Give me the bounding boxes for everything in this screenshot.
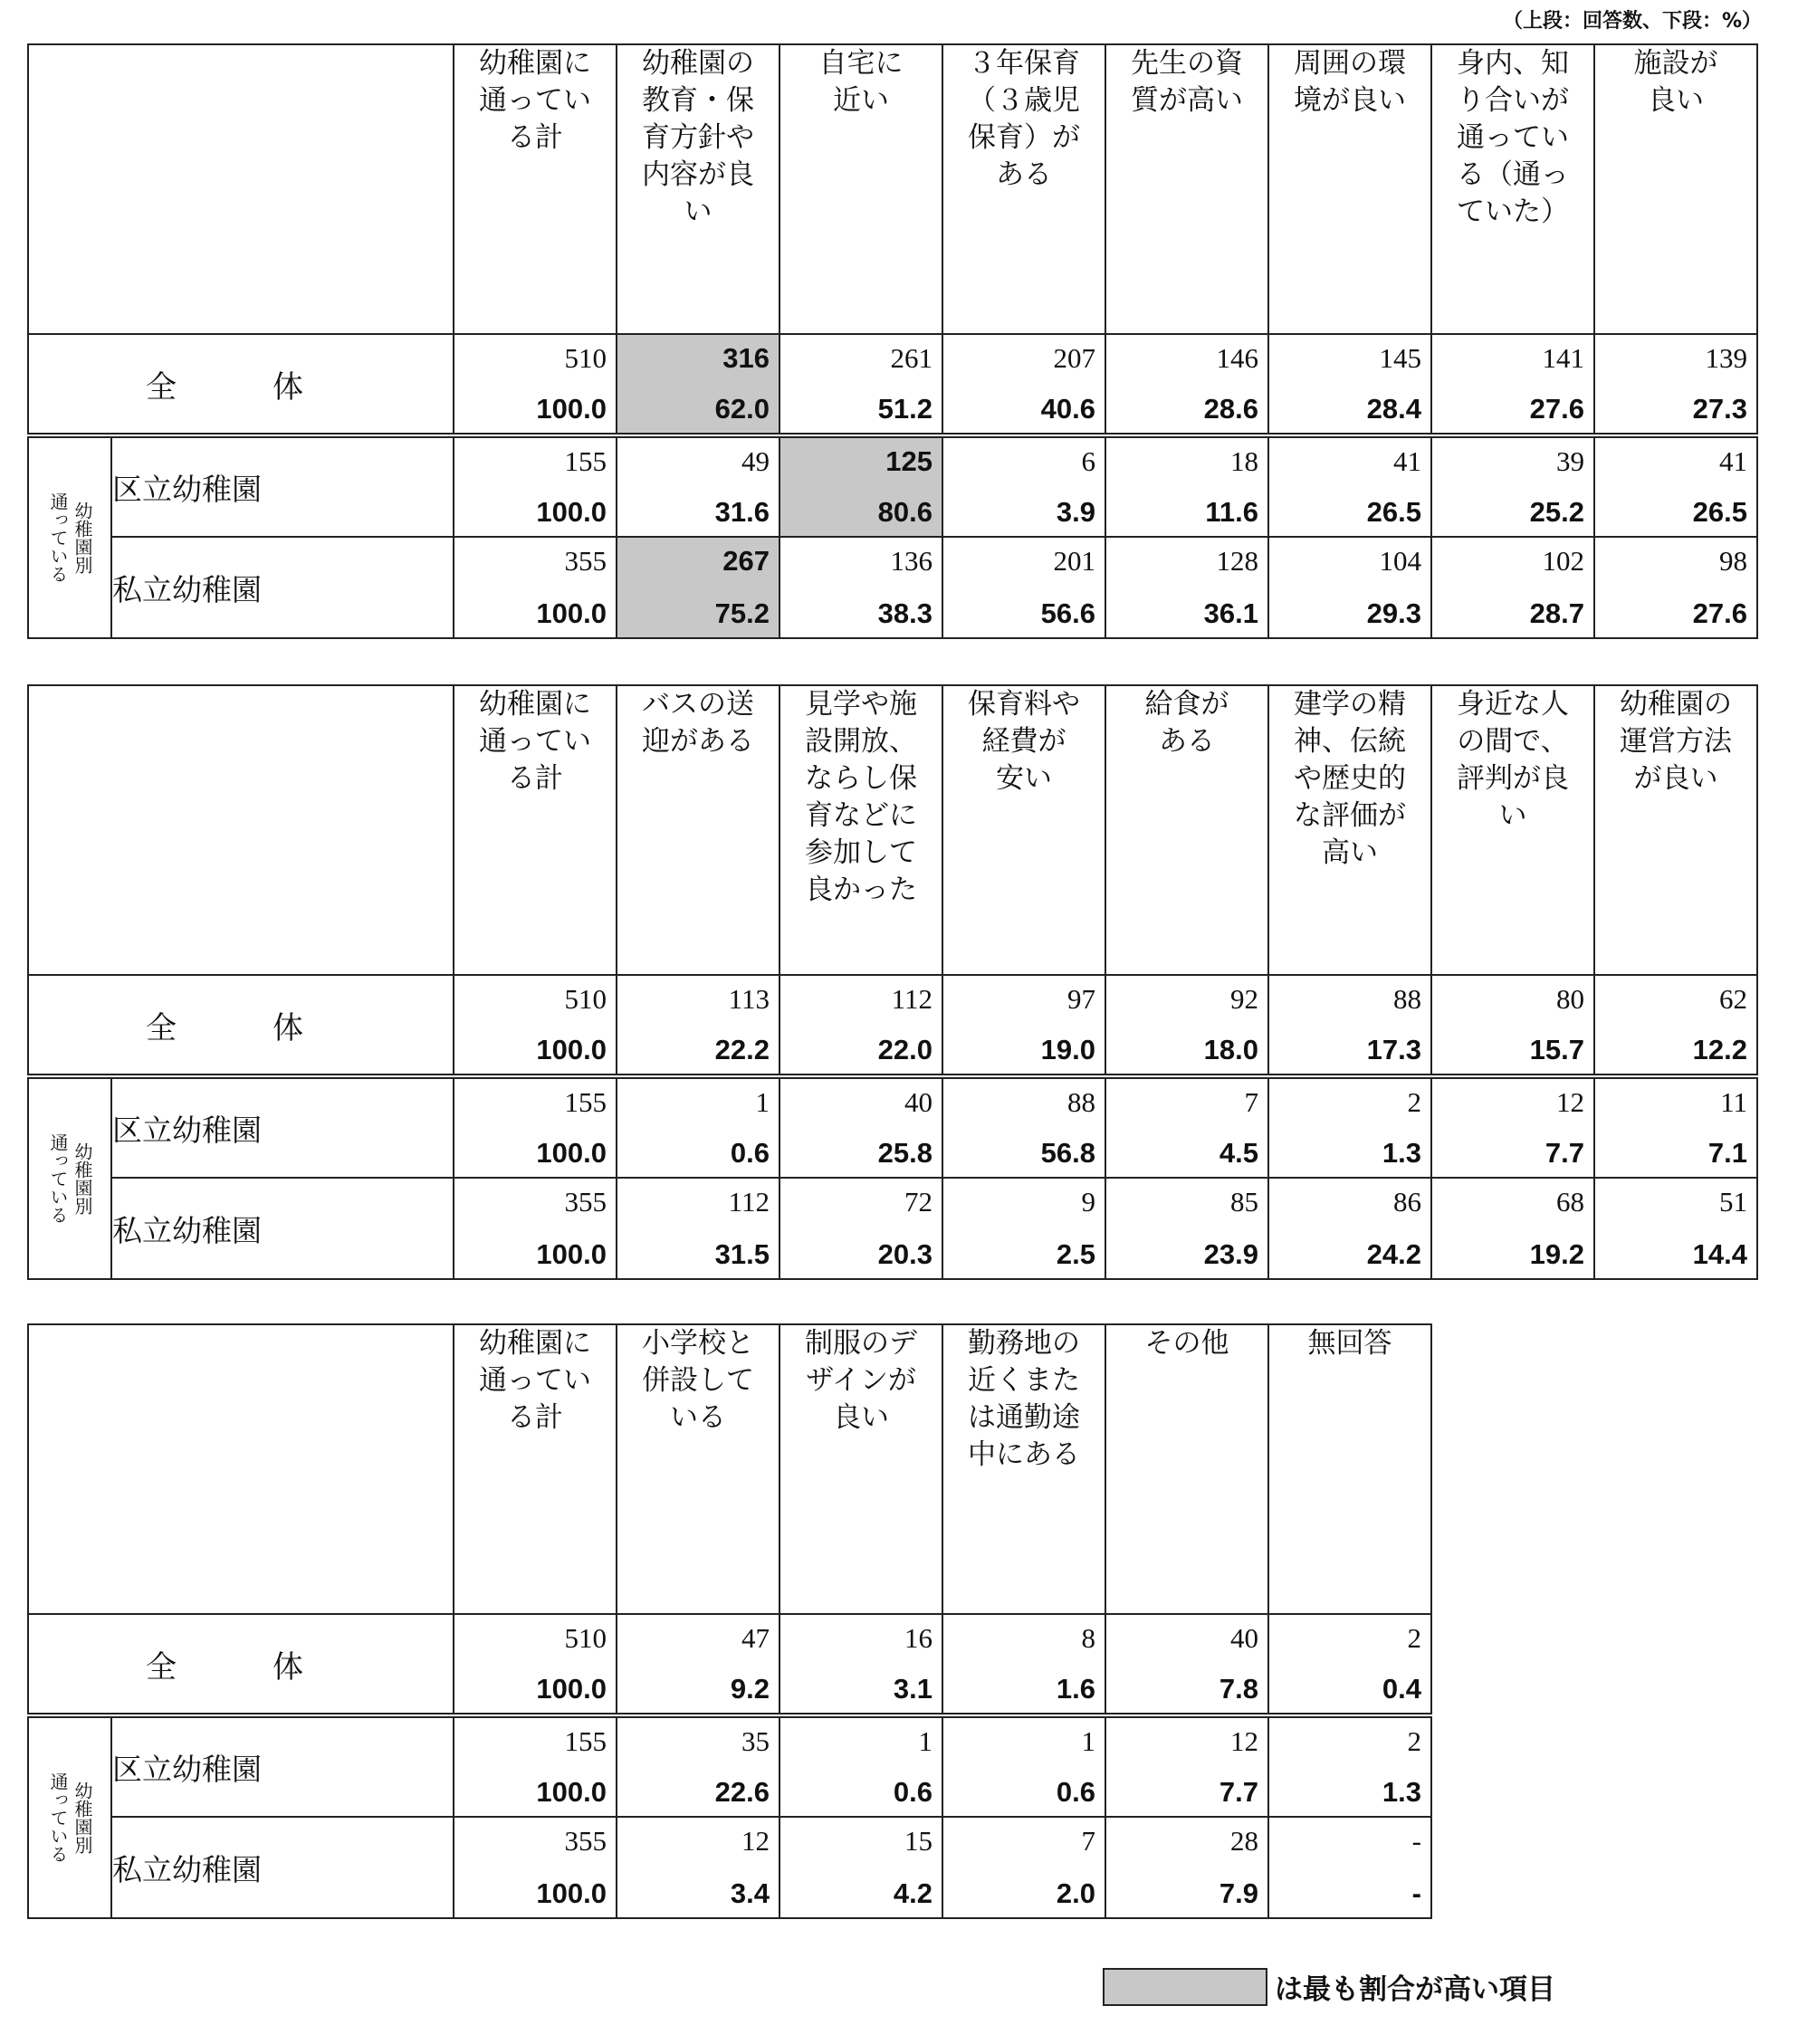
count-value: 1 xyxy=(1081,1725,1095,1757)
count-value: 18 xyxy=(1230,445,1258,477)
count-value: 510 xyxy=(564,1622,607,1654)
percent-value: 7.9 xyxy=(1219,1877,1258,1909)
count-value: 8 xyxy=(1081,1622,1095,1654)
percent-value: 18.0 xyxy=(1203,1034,1258,1065)
count-value: 80 xyxy=(1556,983,1584,1015)
count-value: 11 xyxy=(1720,1086,1747,1118)
legend xyxy=(1103,1966,1555,2007)
percent-value: 19.0 xyxy=(1040,1034,1095,1065)
percent-value: 4.5 xyxy=(1219,1137,1258,1169)
count-value: 2 xyxy=(1407,1725,1421,1757)
table-row-ward xyxy=(28,435,1757,537)
corner-cell xyxy=(28,1324,454,1614)
data-cell xyxy=(454,1076,617,1178)
count-value: 267 xyxy=(722,545,770,577)
data-cell xyxy=(454,1178,617,1279)
percent-value: 80.6 xyxy=(877,496,932,528)
column-header: 周囲の環 境が良い xyxy=(1268,44,1431,334)
group-label-line: 幼稚園別 xyxy=(72,1142,93,1215)
count-value: 92 xyxy=(1230,983,1258,1015)
row-label-total: 全 体 xyxy=(28,334,454,435)
data-cell xyxy=(1105,975,1268,1076)
count-value: 85 xyxy=(1230,1186,1258,1218)
percent-value: 0.4 xyxy=(1382,1673,1421,1705)
percent-value: 36.1 xyxy=(1203,597,1258,629)
data-cell xyxy=(1431,537,1594,638)
count-value: 510 xyxy=(564,342,607,374)
count-value: 261 xyxy=(890,342,932,374)
data-cell xyxy=(942,537,1105,638)
count-value: 28 xyxy=(1230,1825,1258,1857)
count-value: 125 xyxy=(885,445,932,477)
table-row-private xyxy=(28,1817,1431,1918)
column-header: ３年保育 （３歳児 保育）が ある xyxy=(942,44,1105,334)
column-header: 身近な人 の間で、 評判が良 い xyxy=(1431,685,1594,975)
data-cell xyxy=(779,1076,942,1178)
group-label-line: 幼稚園別 xyxy=(72,501,93,574)
data-cell xyxy=(1268,435,1431,537)
percent-value: 4.2 xyxy=(893,1877,932,1909)
data-cell xyxy=(1268,1715,1431,1817)
table-row-private xyxy=(28,537,1757,638)
data-cell xyxy=(1594,537,1757,638)
count-value: 97 xyxy=(1067,983,1095,1015)
count-value: 40 xyxy=(904,1086,932,1118)
count-value: 112 xyxy=(728,1186,770,1218)
percent-value: 100.0 xyxy=(536,1137,607,1169)
table-row-total xyxy=(28,1614,1431,1715)
percent-value: 14.4 xyxy=(1692,1238,1747,1270)
table-row-ward xyxy=(28,1076,1757,1178)
percent-value: 3.4 xyxy=(730,1877,770,1909)
data-cell xyxy=(454,435,617,537)
data-cell xyxy=(1268,1178,1431,1279)
count-value: 2 xyxy=(1407,1086,1421,1118)
data-cell xyxy=(617,334,779,435)
percent-value: 1.3 xyxy=(1382,1137,1421,1169)
percent-value: 26.5 xyxy=(1366,496,1421,528)
count-value: 141 xyxy=(1542,342,1584,374)
percent-value: 56.6 xyxy=(1040,597,1095,629)
count-value: 104 xyxy=(1379,545,1421,577)
percent-value: 1.3 xyxy=(1382,1776,1421,1808)
count-value: 88 xyxy=(1393,983,1421,1015)
count-value: 355 xyxy=(564,545,607,577)
count-value: 9 xyxy=(1081,1186,1095,1218)
data-cell xyxy=(1431,1076,1594,1178)
row-label-ward: 区立幼稚園 xyxy=(111,1715,454,1817)
data-cell xyxy=(454,537,617,638)
column-header: 制服のデ ザインが 良い xyxy=(779,1324,942,1614)
percent-value: 11.6 xyxy=(1205,496,1258,528)
percent-value: 100.0 xyxy=(536,1776,607,1808)
percent-value: 0.6 xyxy=(1056,1776,1095,1808)
percent-value: 24.2 xyxy=(1366,1238,1421,1270)
column-header: 無回答 xyxy=(1268,1324,1431,1614)
data-cell xyxy=(1105,1178,1268,1279)
count-value: 155 xyxy=(564,1086,607,1118)
count-value: 136 xyxy=(890,545,932,577)
count-value: 68 xyxy=(1556,1186,1584,1218)
column-header: 施設が 良い xyxy=(1594,44,1757,334)
legend-text: は最も割合が高い項目 xyxy=(1275,1973,1555,2006)
count-value: 155 xyxy=(564,1725,607,1757)
data-cell xyxy=(1105,1715,1268,1817)
row-label-total: 全 体 xyxy=(28,1614,454,1715)
count-value: 39 xyxy=(1556,445,1584,477)
data-cell xyxy=(779,435,942,537)
data-cell xyxy=(1431,975,1594,1076)
percent-value: 100.0 xyxy=(536,597,607,629)
percent-value: 27.6 xyxy=(1529,393,1584,425)
data-cell xyxy=(779,1178,942,1279)
count-value: 72 xyxy=(904,1186,932,1218)
data-cell xyxy=(1431,435,1594,537)
count-value: 15 xyxy=(904,1825,932,1857)
count-value: 355 xyxy=(564,1186,607,1218)
group-label-line: 通っている xyxy=(47,1133,69,1224)
count-value: 2 xyxy=(1407,1622,1421,1654)
data-cell xyxy=(942,1614,1105,1715)
count-value: 355 xyxy=(564,1825,607,1857)
percent-value: 2.5 xyxy=(1056,1238,1095,1270)
data-cell xyxy=(617,537,779,638)
group-label-line: 通っている xyxy=(47,492,69,583)
percent-value: 100.0 xyxy=(536,1673,607,1705)
percent-value: 100.0 xyxy=(536,1877,607,1909)
count-value: 6 xyxy=(1081,445,1095,477)
count-value: 7 xyxy=(1081,1825,1095,1857)
count-value: 16 xyxy=(904,1622,932,1654)
data-cell xyxy=(617,975,779,1076)
count-value: 35 xyxy=(741,1725,770,1757)
percent-value: 0.6 xyxy=(893,1776,932,1808)
data-cell xyxy=(779,975,942,1076)
percent-value: 28.7 xyxy=(1529,597,1584,629)
row-label-total: 全 体 xyxy=(28,975,454,1076)
row-label-ward: 区立幼稚園 xyxy=(111,1076,454,1178)
data-cell xyxy=(1268,1076,1431,1178)
count-value: - xyxy=(1411,1825,1421,1857)
percent-value: 7.8 xyxy=(1219,1673,1258,1705)
count-value: 12 xyxy=(741,1825,770,1857)
data-cell xyxy=(1105,537,1268,638)
count-value: 510 xyxy=(564,983,607,1015)
table-row-total xyxy=(28,975,1757,1076)
percent-value: 100.0 xyxy=(536,1034,607,1065)
table-row-ward xyxy=(28,1715,1431,1817)
table-row-private xyxy=(28,1178,1757,1279)
percent-value: 28.4 xyxy=(1366,393,1421,425)
count-value: 12 xyxy=(1556,1086,1584,1118)
percent-value: 7.1 xyxy=(1707,1137,1747,1169)
percent-value: 26.5 xyxy=(1692,496,1747,528)
data-cell xyxy=(1105,1614,1268,1715)
data-cell xyxy=(779,1614,942,1715)
data-cell xyxy=(617,1178,779,1279)
percent-value: - xyxy=(1411,1877,1421,1909)
data-cell xyxy=(454,334,617,435)
data-cell xyxy=(1105,435,1268,537)
percent-value: 7.7 xyxy=(1219,1776,1258,1808)
count-value: 113 xyxy=(728,983,770,1015)
column-header: その他 xyxy=(1105,1324,1268,1614)
row-label-private: 私立幼稚園 xyxy=(111,537,454,638)
group-label-line: 幼稚園別 xyxy=(72,1781,93,1854)
percent-value: 22.0 xyxy=(877,1034,932,1065)
column-header: 勤務地の 近くまた は通勤途 中にある xyxy=(942,1324,1105,1614)
percent-value: 22.6 xyxy=(714,1776,770,1808)
percent-value: 27.3 xyxy=(1692,393,1747,425)
percent-value: 1.6 xyxy=(1056,1673,1095,1705)
header-row xyxy=(28,44,1757,334)
data-cell xyxy=(454,1715,617,1817)
column-header: 先生の資 質が高い xyxy=(1105,44,1268,334)
data-cell xyxy=(779,537,942,638)
data-cell xyxy=(1268,975,1431,1076)
percent-value: 22.2 xyxy=(714,1034,770,1065)
survey-table-2 xyxy=(27,684,1758,1280)
data-cell xyxy=(1594,334,1757,435)
data-cell xyxy=(1594,435,1757,537)
percent-value: 25.8 xyxy=(877,1137,932,1169)
percent-value: 27.6 xyxy=(1692,597,1747,629)
data-cell xyxy=(942,435,1105,537)
data-cell xyxy=(1594,1178,1757,1279)
column-header: 建学の精 神、伝統 や歴史的 な評価が 高い xyxy=(1268,685,1431,975)
count-value: 98 xyxy=(1719,545,1747,577)
column-header: 幼稚園の 運営方法 が良い xyxy=(1594,685,1757,975)
data-cell xyxy=(454,1817,617,1918)
corner-cell xyxy=(28,44,454,334)
percent-value: 100.0 xyxy=(536,1238,607,1270)
column-header: 幼稚園に 通ってい る計 xyxy=(454,44,617,334)
survey-table-1 xyxy=(27,43,1758,639)
percent-value: 20.3 xyxy=(877,1238,932,1270)
count-value: 145 xyxy=(1379,342,1421,374)
data-cell xyxy=(779,1715,942,1817)
percent-value: 56.8 xyxy=(1040,1137,1095,1169)
survey-table-3 xyxy=(27,1323,1432,1919)
row-label-private: 私立幼稚園 xyxy=(111,1178,454,1279)
percent-value: 3.1 xyxy=(893,1673,932,1705)
percent-value: 7.7 xyxy=(1545,1137,1584,1169)
count-value: 86 xyxy=(1393,1186,1421,1218)
data-cell xyxy=(617,435,779,537)
data-cell xyxy=(1431,1178,1594,1279)
percent-value: 100.0 xyxy=(536,393,607,425)
data-cell xyxy=(617,1614,779,1715)
data-cell xyxy=(1268,1614,1431,1715)
count-value: 316 xyxy=(722,342,770,374)
percent-value: 2.0 xyxy=(1056,1877,1095,1909)
count-value: 201 xyxy=(1053,545,1095,577)
data-cell xyxy=(454,975,617,1076)
group-label-line: 通っている xyxy=(47,1772,69,1863)
data-cell xyxy=(617,1817,779,1918)
percent-value: 28.6 xyxy=(1203,393,1258,425)
count-value: 1 xyxy=(755,1086,770,1118)
percent-value: 38.3 xyxy=(877,597,932,629)
row-label-ward: 区立幼稚園 xyxy=(111,435,454,537)
data-cell xyxy=(1268,1817,1431,1918)
count-value: 139 xyxy=(1705,342,1747,374)
count-value: 41 xyxy=(1393,445,1421,477)
data-cell xyxy=(1268,334,1431,435)
table-row-total xyxy=(28,334,1757,435)
data-cell xyxy=(1594,1076,1757,1178)
highlight-swatch xyxy=(1103,1968,1267,2006)
percent-value: 62.0 xyxy=(714,393,770,425)
count-value: 88 xyxy=(1067,1086,1095,1118)
data-cell xyxy=(1594,975,1757,1076)
column-header: バスの送 迎がある xyxy=(617,685,779,975)
data-cell xyxy=(1431,334,1594,435)
data-cell xyxy=(454,1614,617,1715)
data-cell xyxy=(1105,1076,1268,1178)
column-header: 幼稚園に 通ってい る計 xyxy=(454,685,617,975)
column-header: 幼稚園の 教育・保 育方針や 内容が良 い xyxy=(617,44,779,334)
count-value: 40 xyxy=(1230,1622,1258,1654)
count-value: 47 xyxy=(741,1622,770,1654)
percent-value: 12.2 xyxy=(1692,1034,1747,1065)
count-value: 12 xyxy=(1230,1725,1258,1757)
count-value: 128 xyxy=(1216,545,1258,577)
data-cell xyxy=(617,1076,779,1178)
count-value: 207 xyxy=(1053,342,1095,374)
count-value: 1 xyxy=(918,1725,932,1757)
header-row xyxy=(28,1324,1431,1614)
percent-value: 29.3 xyxy=(1366,597,1421,629)
data-cell xyxy=(1105,334,1268,435)
count-value: 7 xyxy=(1244,1086,1258,1118)
group-label xyxy=(28,435,111,638)
percent-value: 75.2 xyxy=(714,597,770,629)
header-row xyxy=(28,685,1757,975)
percent-value: 51.2 xyxy=(877,393,932,425)
percent-value: 31.6 xyxy=(714,496,770,528)
count-value: 41 xyxy=(1719,445,1747,477)
data-cell xyxy=(942,975,1105,1076)
data-cell xyxy=(779,334,942,435)
column-header: 身内、知 り合いが 通ってい る（通っ ていた） xyxy=(1431,44,1594,334)
unit-note: （上段：回答数、下段：%） xyxy=(1502,10,1762,33)
data-cell xyxy=(942,1076,1105,1178)
count-value: 49 xyxy=(741,445,770,477)
percent-value: 100.0 xyxy=(536,496,607,528)
count-value: 112 xyxy=(891,983,932,1015)
column-header: 見学や施 設開放、 ならし保 育などに 参加して 良かった xyxy=(779,685,942,975)
percent-value: 0.6 xyxy=(730,1137,770,1169)
column-header: 小学校と 併設して いる xyxy=(617,1324,779,1614)
data-cell xyxy=(942,334,1105,435)
data-cell xyxy=(942,1817,1105,1918)
percent-value: 3.9 xyxy=(1056,496,1095,528)
group-label xyxy=(28,1715,111,1918)
column-header: 幼稚園に 通ってい る計 xyxy=(454,1324,617,1614)
column-header: 保育料や 経費が 安い xyxy=(942,685,1105,975)
data-cell xyxy=(617,1715,779,1817)
percent-value: 17.3 xyxy=(1366,1034,1421,1065)
count-value: 155 xyxy=(564,445,607,477)
data-cell xyxy=(1105,1817,1268,1918)
data-cell xyxy=(942,1178,1105,1279)
count-value: 62 xyxy=(1719,983,1747,1015)
corner-cell xyxy=(28,685,454,975)
data-cell xyxy=(779,1817,942,1918)
count-value: 146 xyxy=(1216,342,1258,374)
count-value: 102 xyxy=(1542,545,1584,577)
percent-value: 15.7 xyxy=(1529,1034,1584,1065)
data-cell xyxy=(942,1715,1105,1817)
column-header: 給食が ある xyxy=(1105,685,1268,975)
row-label-private: 私立幼稚園 xyxy=(111,1817,454,1918)
percent-value: 19.2 xyxy=(1529,1238,1584,1270)
data-cell xyxy=(1268,537,1431,638)
percent-value: 40.6 xyxy=(1040,393,1095,425)
percent-value: 23.9 xyxy=(1203,1238,1258,1270)
percent-value: 31.5 xyxy=(714,1238,770,1270)
column-header: 自宅に 近い xyxy=(779,44,942,334)
percent-value: 25.2 xyxy=(1529,496,1584,528)
count-value: 51 xyxy=(1719,1186,1747,1218)
group-label xyxy=(28,1076,111,1279)
percent-value: 9.2 xyxy=(730,1673,770,1705)
